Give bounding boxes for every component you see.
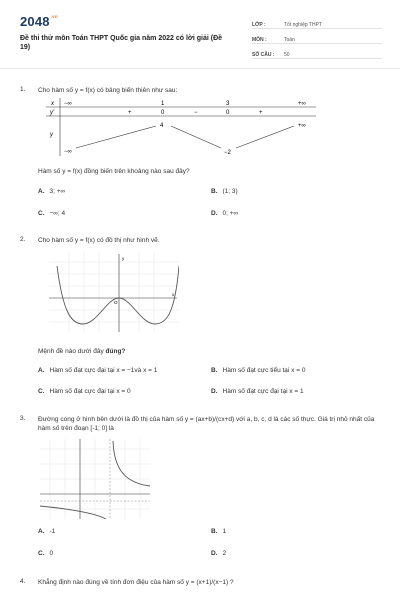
option-text: Hàm số đạt cực đại tại x = 1: [222, 388, 304, 395]
question-1: [20, 86, 382, 226]
meta-value: Toán: [284, 37, 295, 43]
logo-suffix: .vn: [50, 14, 58, 19]
question-text: Cho hàm số y = f(x) có đồ thị như hình vẽ.: [38, 237, 160, 244]
option-text: -1: [49, 528, 56, 535]
option-text: Hàm số đạt cực đại tại x = −1và x = 1: [49, 367, 158, 374]
question-number: 3.: [20, 415, 26, 422]
function-curve: [57, 266, 179, 324]
yprime-sign: +: [128, 110, 132, 116]
yprime-label: y': [50, 110, 55, 116]
option-letter: D.: [211, 388, 218, 395]
y-axis-label: y: [122, 256, 125, 261]
option-d[interactable]: [211, 550, 226, 557]
option-a[interactable]: [38, 367, 157, 374]
meta-row-subject: [252, 32, 382, 44]
question-prompt: Hàm số y = f(x) đồng biến trên khoảng nào sau đây?: [38, 168, 190, 175]
question-3: [20, 415, 382, 565]
question-prompt: [38, 348, 125, 355]
yprime-zero: 0: [226, 110, 230, 116]
question-2: [20, 236, 382, 396]
function-graph: [49, 252, 179, 332]
document-meta: [252, 17, 382, 62]
option-c[interactable]: [38, 550, 53, 557]
option-d[interactable]: [211, 210, 238, 217]
logo-text: 2048: [20, 14, 50, 29]
option-letter: A.: [38, 188, 45, 195]
option-b[interactable]: [211, 188, 238, 195]
option-letter: D.: [211, 210, 218, 217]
meta-key: LỚP :: [252, 22, 266, 28]
meta-key: SỐ CÂU :: [252, 52, 275, 58]
x-axis-label: x: [172, 292, 175, 297]
question-4: [20, 578, 382, 592]
yprime-sign: +: [259, 110, 263, 116]
option-text: 2: [222, 550, 227, 557]
option-letter: A.: [38, 367, 45, 374]
graph-grid: [40, 439, 150, 519]
site-logo[interactable]: [20, 14, 58, 29]
document-header: [20, 14, 382, 62]
option-b[interactable]: [211, 367, 305, 374]
option-c[interactable]: [38, 210, 65, 217]
option-text: Hàm số đạt cực đại tại x = 0: [49, 388, 131, 395]
option-text: Hàm số đạt cực tiểu tại x = 0: [222, 367, 306, 374]
option-d[interactable]: [211, 388, 304, 395]
meta-row-count: [252, 47, 382, 59]
graph-grid: [49, 252, 179, 332]
meta-key: MÔN :: [252, 37, 267, 43]
yprime-sign: −: [194, 110, 198, 116]
option-text: 0: [49, 550, 54, 557]
option-letter: B.: [211, 367, 218, 374]
y-value: 4: [160, 123, 164, 129]
question-number: 4.: [20, 578, 26, 585]
question-number: 1.: [20, 86, 26, 93]
option-letter: C.: [38, 550, 45, 557]
option-letter: D.: [211, 550, 218, 557]
question-text: Đường cong ở hình bên dưới là đồ thị của hàm số y = (ax+b)/(cx+d) với a, b, c, d là các số thực. Giá trị nhỏ nhất của hàm số trên đoạn [-1; 0] là: [38, 416, 375, 432]
option-c[interactable]: [38, 388, 131, 395]
document-title: Đề thi thử môn Toán THPT Quốc gia năm 2022 có lời giải (Đề 19): [20, 35, 223, 51]
variation-table: [46, 98, 316, 156]
header-divider: [0, 68, 400, 69]
option-text: 3; +∞: [49, 188, 66, 195]
question-text: Cho hàm số y = f(x) có bảng biến thiên như sau:: [38, 87, 178, 94]
x-value: +∞: [298, 101, 306, 107]
variation-arrow: [76, 126, 156, 148]
prompt-text: Mệnh đề nào dưới đây: [38, 348, 106, 355]
question-number: 2.: [20, 236, 26, 243]
question-text: Khẳng định nào đúng về tính đơn điệu của hàm số y = (x+1)/(x−1) ?: [38, 579, 234, 586]
origin-label: O: [114, 300, 118, 305]
x-value: −∞: [64, 101, 72, 107]
option-text: (1; 3): [222, 188, 238, 195]
y-value: −∞: [64, 149, 72, 155]
option-b[interactable]: [211, 528, 226, 535]
variation-arrow: [171, 126, 221, 148]
option-letter: A.: [38, 528, 45, 535]
option-text: 1: [222, 528, 227, 535]
option-a[interactable]: [38, 188, 65, 195]
y-value: −2: [224, 150, 231, 156]
meta-row-class: [252, 17, 382, 29]
option-letter: B.: [211, 188, 218, 195]
option-text: 0; +∞: [222, 210, 239, 217]
x-label: x: [51, 101, 54, 107]
option-a[interactable]: [38, 528, 55, 535]
meta-value: 50: [284, 52, 290, 58]
y-label: y: [50, 132, 53, 138]
prompt-emphasis: đúng?: [105, 348, 126, 355]
function-graph: [40, 439, 150, 519]
option-letter: C.: [38, 210, 45, 217]
option-letter: C.: [38, 388, 45, 395]
x-value: 3: [226, 101, 230, 107]
x-value: 1: [161, 101, 165, 107]
meta-value: Tốt nghiệp THPT: [284, 22, 322, 28]
option-text: −∞; 4: [49, 210, 66, 217]
yprime-zero: 0: [161, 110, 165, 116]
y-value: +∞: [298, 123, 306, 129]
option-letter: B.: [211, 528, 218, 535]
variation-arrow: [236, 126, 294, 148]
